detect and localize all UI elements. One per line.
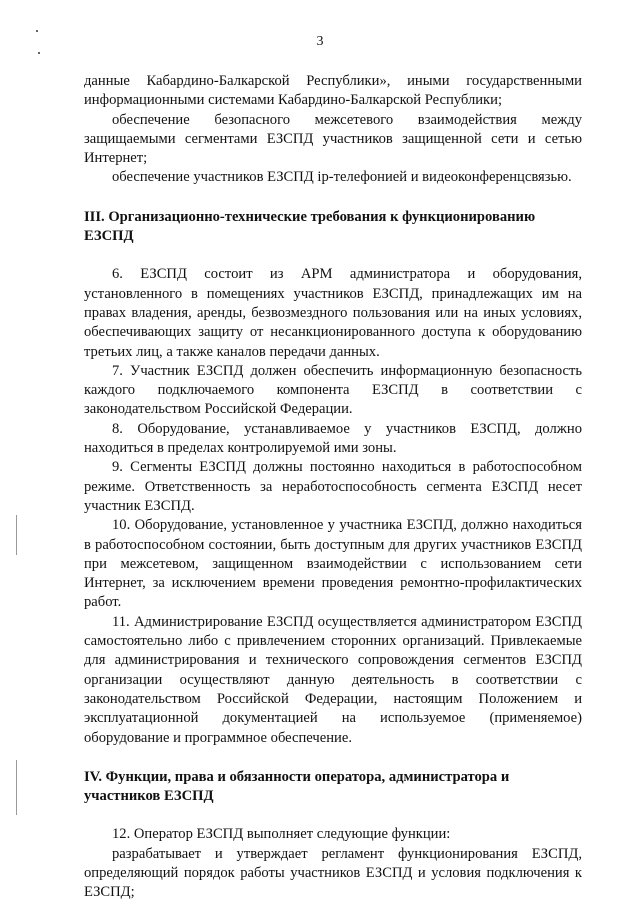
clause-9: 9. Сегменты ЕЗСПД должны постоянно находиться в работоспособном режиме. Ответственность за неработоспособность сегмента ЕЗСПД несет участник ЕЗСПД. [84, 459, 582, 514]
section-heading-4 [84, 768, 582, 807]
paragraph: обеспечение участников ЕЗСПД ip-телефонией и видеоконференцсвязью. [112, 169, 572, 186]
section-heading-line: III. Организационно-технические требования к функционированию [84, 208, 536, 225]
clause-7: 7. Участник ЕЗСПД должен обеспечить информационную безопасность каждого подключаемого компонента ЕЗСПД в соответствии с законодательством Российской Федерации. [84, 362, 582, 418]
paragraph: разрабатывает и утверждает регламент функционирования ЕЗСПД, определяющий порядок работы участников ЕЗСПД и условия подключения к ЕЗСПД; [84, 845, 582, 901]
paragraph: данные Кабардино-Балкарской Республики», иными государственными информационными системами Кабардино-Балкарской Республики; [84, 73, 582, 109]
section-heading-line: участников ЕЗСПД [84, 788, 214, 805]
clause-11: 11. Администрирование ЕЗСПД осуществляется администратором ЕЗСПД самостоятельно либо с привлечением сторонних организаций. Привлекаемые для администрирования и технического сопровождения сегментов ЕЗСПД организации осуществляют данную деятельность в соответствии с законодательством Российской Федерации, настоящим Положением и эксплуатационной документацией на используемое (применяемое) оборудование и программное обеспечение. [84, 613, 582, 746]
scan-speck [38, 52, 40, 54]
section-heading-line: IV. Функции, права и обязанности оператора, администратора и [84, 768, 510, 785]
page-body [84, 72, 582, 903]
clause-12: 12. Оператор ЕЗСПД выполняет следующие функции: [112, 826, 451, 843]
clause-8: 8. Оборудование, устанавливаемое у участников ЕЗСПД, должно находиться в пределах контролируемой ими зоны. [84, 420, 582, 457]
section-heading-3 [84, 208, 582, 247]
paragraph: обеспечение безопасного межсетевого взаимодействия между защищаемыми сегментами ЕЗСПД участников защищенной сети и сетью Интернет; [84, 111, 582, 167]
section-heading-line: ЕЗСПД [84, 228, 134, 245]
clause-6: 6. ЕЗСПД состоит из АРМ администратора и оборудования, установленного в помещениях участников ЕЗСПД, принадлежащих им на правах владения, аренды, безвозмездного пользования или на иных условиях, обеспечивающих защиту от несанкционированного доступа к оборудованию третьих лиц, а также каналов передачи данных. [84, 266, 582, 360]
scan-margin-mark [16, 515, 17, 555]
clause-10: 10. Оборудование, установленное у участника ЕЗСПД, должно находиться в работоспособном состоянии, быть доступным для других участников ЕЗСПД при межсетевом, защищенном взаимодействии с использованием сети Интернет, за исключением времени проведения ремонтно-профилактических работ. [84, 517, 582, 611]
scan-speck [36, 30, 38, 32]
scan-margin-mark [16, 760, 17, 815]
page-number: 3 [316, 34, 324, 49]
